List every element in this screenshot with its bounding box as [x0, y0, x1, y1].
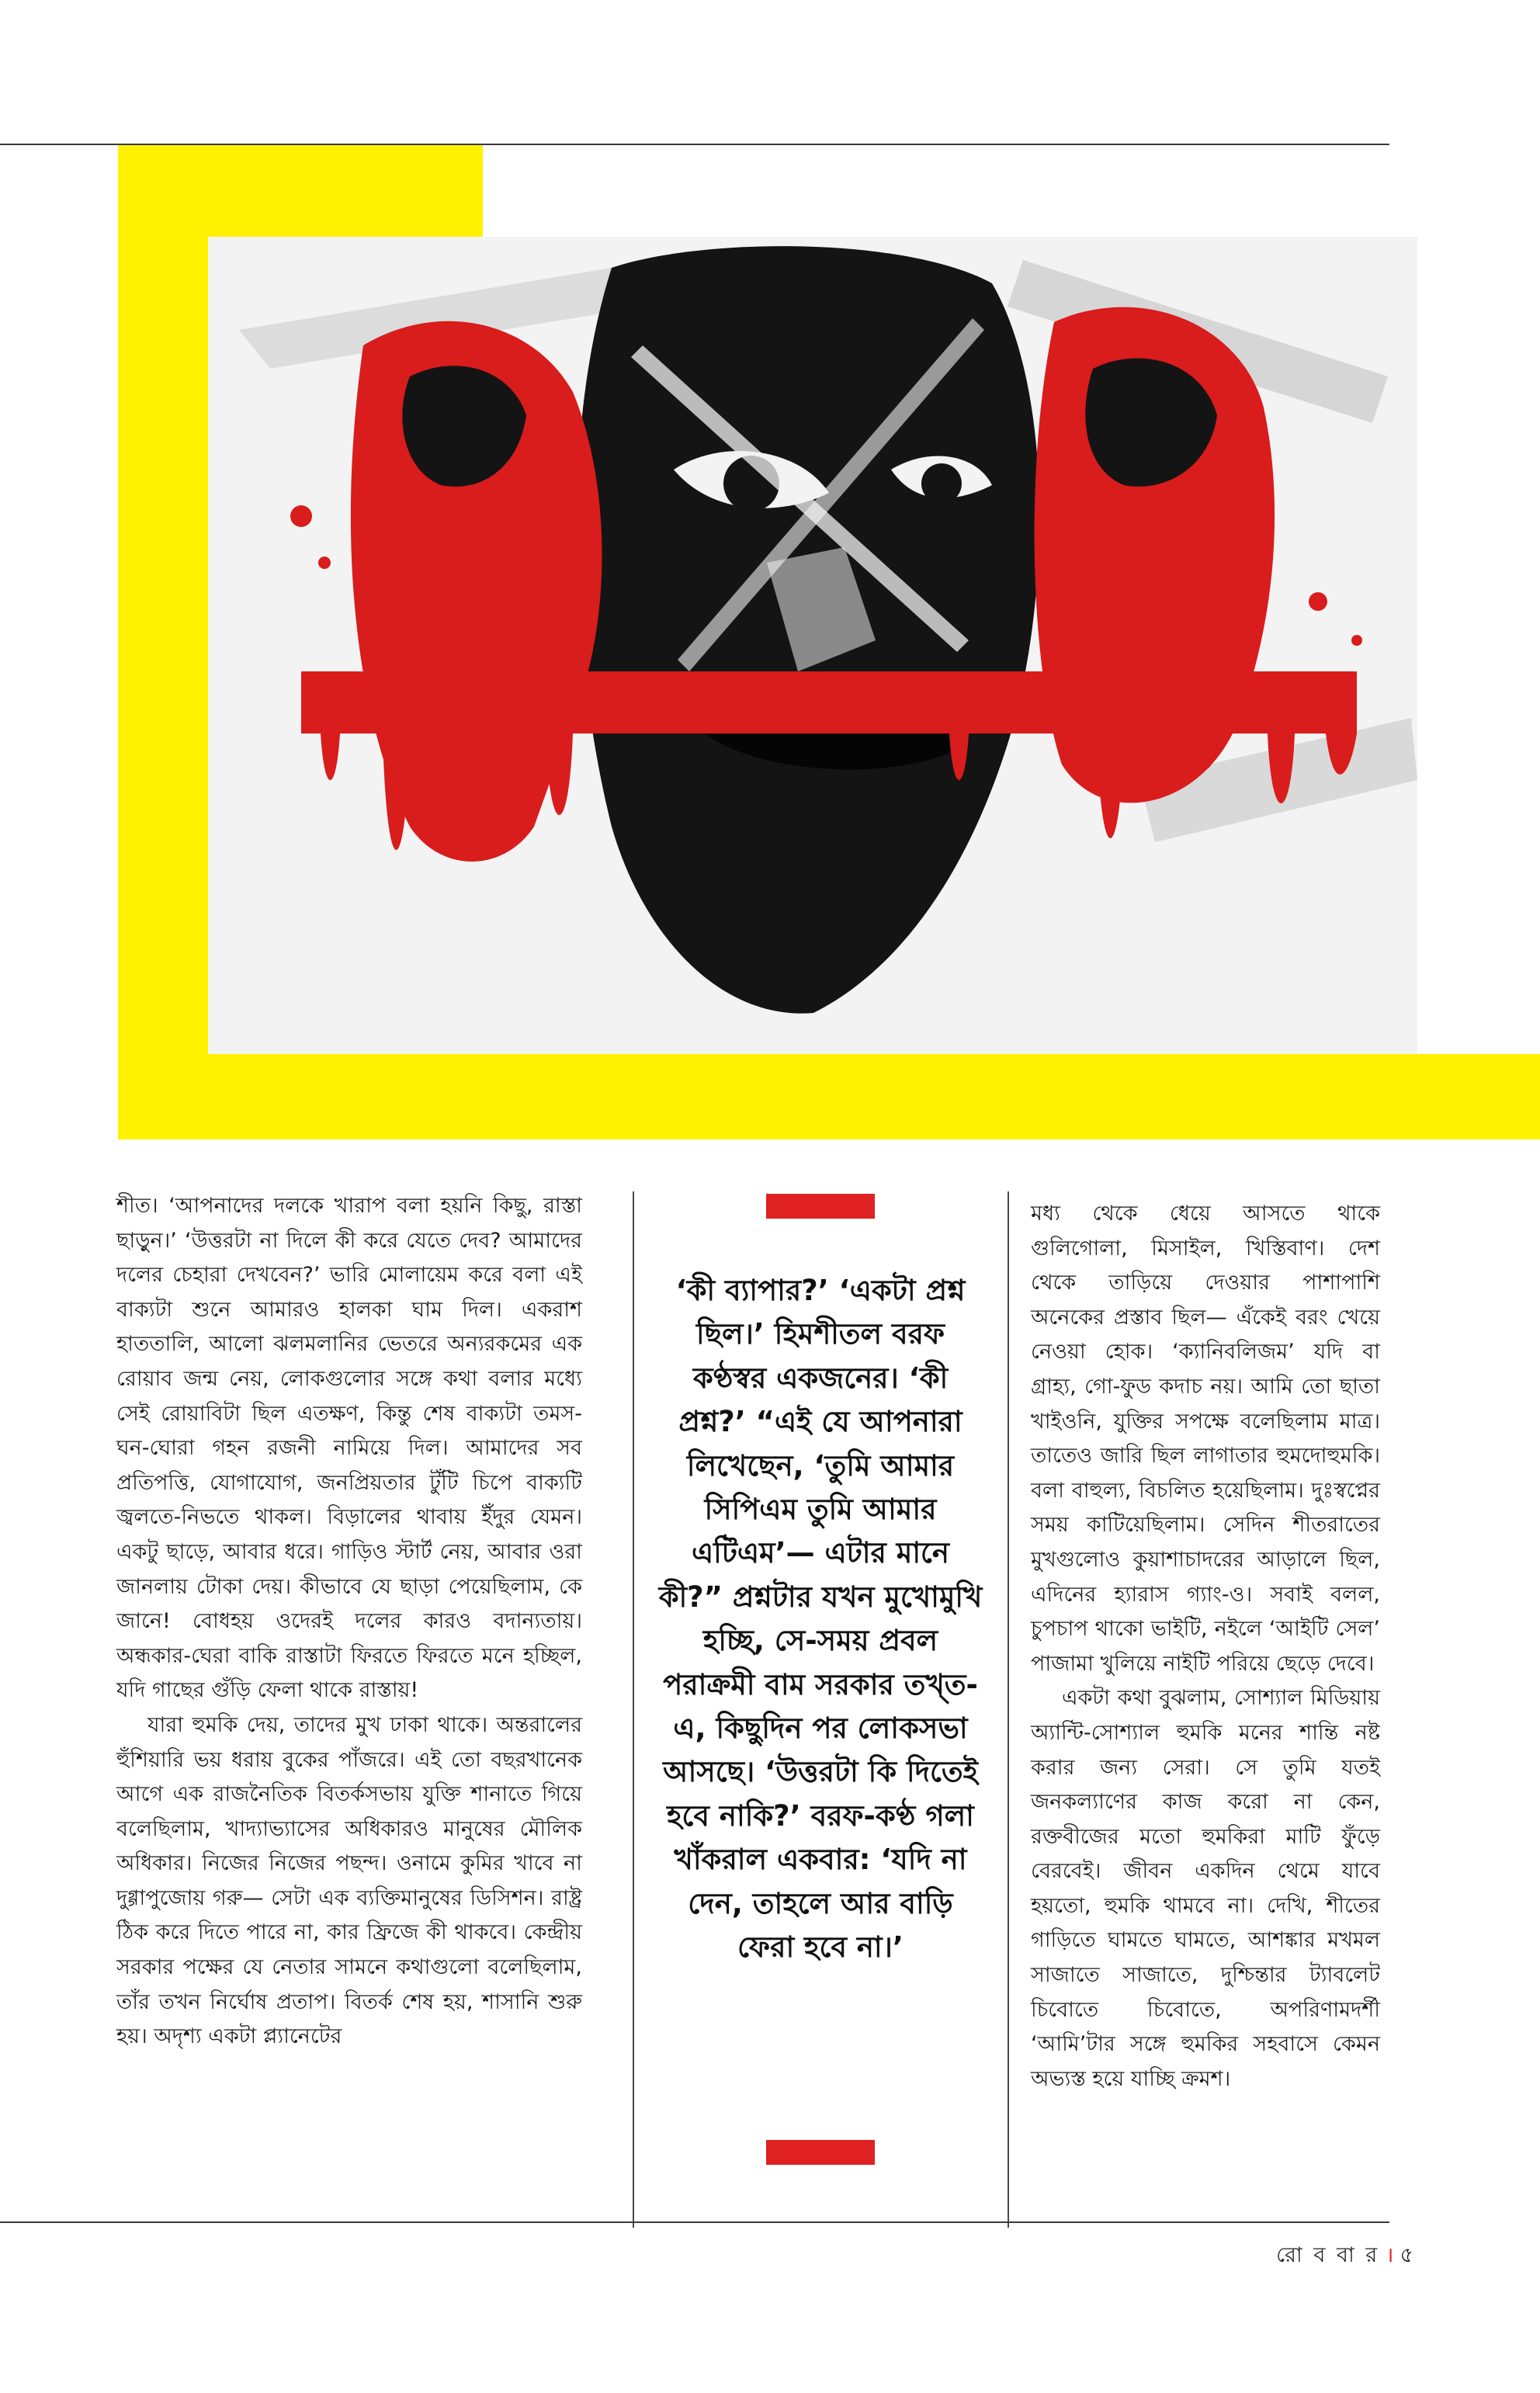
pull-quote: ‘কী ব্যাপার?’ ‘একটা প্রশ্ন ছিল।’ হিমশীতল বরফ কণ্ঠস্বর একজনের। ‘কী প্রশ্ন?’ “এই যে আপনারা লিখেছেন, ‘তুমি আমার সিপিএম তুমি আমার এটিএম’— এটার মানে কী?” প্রশ্নটার যখন মুখোমুখি হচ্ছি, সে-সময় প্রবল পরাক্রমী বাম সরকার তখ্‌ত-এ, কিছুদিন পর লোকসভা আসছে। ‘উত্তরটা কি দিতেই হবে নাকি?’ বরফ-কণ্ঠ গলা খাঁকরাল একবার: ‘যদি না দেন, তাহলে আর বাড়ি ফেরা হবে না।’: [658, 1274, 983, 1965]
right-text-column: [1031, 1197, 1380, 2096]
left-paragraph-1: শীত। ‘আপনাদের দলকে খারাপ বলা হয়নি কিছু, রাস্তা ছাড়ুন।’ ‘উত্তরটা না দিলে কী করে যেতে দেব? আমাদের দলের চেহারা দেখবেন?’ ভারি মোলায়েম করে বলা এই বাক্যটা শুনে আমারও হালকা ঘাম দিল। একরাশ হাততালি, আলো ঝলমলানির ভেতরে অন্যরকমের এক রোয়াব জন্ম নেয়, লোকগুলোর সঙ্গে কথা বলার মধ্যে সেই রোয়াবিটা ছিল এতক্ষণ, কিন্তু শেষ বাক্যটা তমস-ঘন-ঘোরা গহন রজনী নামিয়ে দিল। আমাদের সব প্রতিপত্তি, যোগাযোগ, জনপ্রিয়তার টুঁটি চিপে বাক্যটি জ্বলতে-নিভতে থাকল। বিড়ালের থাবায় ইঁদুর যেমন। একটু ছাড়ে, আবার ধরে। গাড়িও স্টার্ট নেয়, আবার ওরা জানলায় টোকা দেয়। কীভাবে যে ছাড়া পেয়েছিলাম, কে জানে! বোধহয় ওদেরই দলের কারও বদান্যতায়। অন্ধকার-ঘেরা বাকি রাস্তাটা ফিরতে ফিরতে মনে হচ্ছিল, যদি গাছের গুঁড়ি ফেলা থাকে রাস্তায়!: [116, 1194, 582, 1703]
bottom-rule: [0, 2221, 1389, 2223]
threat-face-illustration: [208, 237, 1417, 1054]
left-text-column: [116, 1189, 582, 2055]
column-divider-right: [1008, 1191, 1009, 2228]
page-number: ৫: [1400, 2243, 1416, 2267]
footer-separator: ।: [1386, 2243, 1394, 2267]
yellow-frame-horizontal: [118, 1054, 1540, 1139]
right-paragraph-1: মধ্য থেকে ধেয়ে আসতে থাকে গুলিগোলা, মিসাইল, খিস্তিবাণ। দেশ থেকে তাড়িয়ে দেওয়ার পাশাপাশি অনেকের প্রস্তাব ছিল— এঁকেই বরং খেয়ে নেওয়া হোক। ‘ক্যানিবলিজম’ যদি বা গ্রাহ্য, গো-ফুড কদাচ নয়। আমি তো ছাতা খাইওনি, যুক্তির সপক্ষে বলেছিলাম মাত্র। তাতেও জারি ছিল লাগাতার হুমদোহুমকি। বলা বাহুল্য, বিচলিত হয়েছিলাম। দুঃস্বপ্নের সময় কাটিয়েছিলাম। সেদিন শীতরাতের মুখগুলোও কুয়াশাচাদরের আড়ালে ছিল, এদিনের হ্যারাস গ্যাং-ও। সবাই বলল, চুপচাপ থাকো ভাইটি, নইলে ‘আইটি সেল’ পাজামা খুলিয়ে নাইটি পরিয়ে ছেড়ে দেবে।: [1031, 1202, 1380, 1676]
illustration-artwork: [208, 237, 1417, 1054]
right-paragraph-2: একটা কথা বুঝলাম, সোশ্যাল মিডিয়ায় অ্যান্টি-সোশ্যাল হুমকি মনের শান্তি নষ্ট করার জন্য সেরা। সে তুমি যতই জনকল্যাণের কাজ করো না কেন, রক্তবীজের মতো হুমকিরা মাটি ফুঁড়ে বেরবেই। জীবন একদিন থেমে যাবে হয়তো, হুমকি থামবে না। দেখি, শীতের গাড়িতে ঘামতে ঘামতে, আশঙ্কার মখমল সাজাতে সাজাতে, দুশ্চিন্তার ট্যাবলেট চিবোতে চিবোতে, অপরিণামদর্শী ‘আমি’টার সঙ্গে হুমকির সহবাসে কেমন অভ্যস্ত হয়ে যাচ্ছি ক্রমশ।: [1031, 1686, 1380, 2091]
magazine-name: রো ব বা র: [1276, 2243, 1380, 2267]
pull-quote-bottom-bar: [766, 2140, 875, 2165]
page-footer: [1276, 2239, 1416, 2274]
pull-quote-top-bar: [766, 1194, 875, 1219]
left-paragraph-2: যারা হুমকি দেয়, তাদের মুখ ঢাকা থাকে। অন্তরালের হুঁশিয়ারি ভয় ধরায় বুকের পাঁজরে। এই তো বছরখানেক আগে এক রাজনৈতিক বিতর্কসভায় যুক্তি শানাতে গিয়ে বলেছিলাম, খাদ্যাভ্যাসের অধিকারও মানুষের মৌলিক অধিকার। নিজের নিজের পছন্দ। ওনামে কুমির খাবে না দুগ্গাপুজোয় গরু— সেটা এক ব্যক্তিমানুষের ডিসিশন। রাষ্ট্র ঠিক করে দিতে পারে না, কার ফ্রিজে কী থাকবে। কেন্দ্রীয় সরকার পক্ষের যে নেতার সামনে কথাগুলো বলেছিলাম, তাঁর তখন নির্ঘোষ প্রতাপ। বিতর্ক শেষ হয়, শাসানি শুরু হয়। অদৃশ্য একটা প্ল্যানেটের: [116, 1712, 582, 2049]
column-divider-left: [633, 1191, 634, 2228]
